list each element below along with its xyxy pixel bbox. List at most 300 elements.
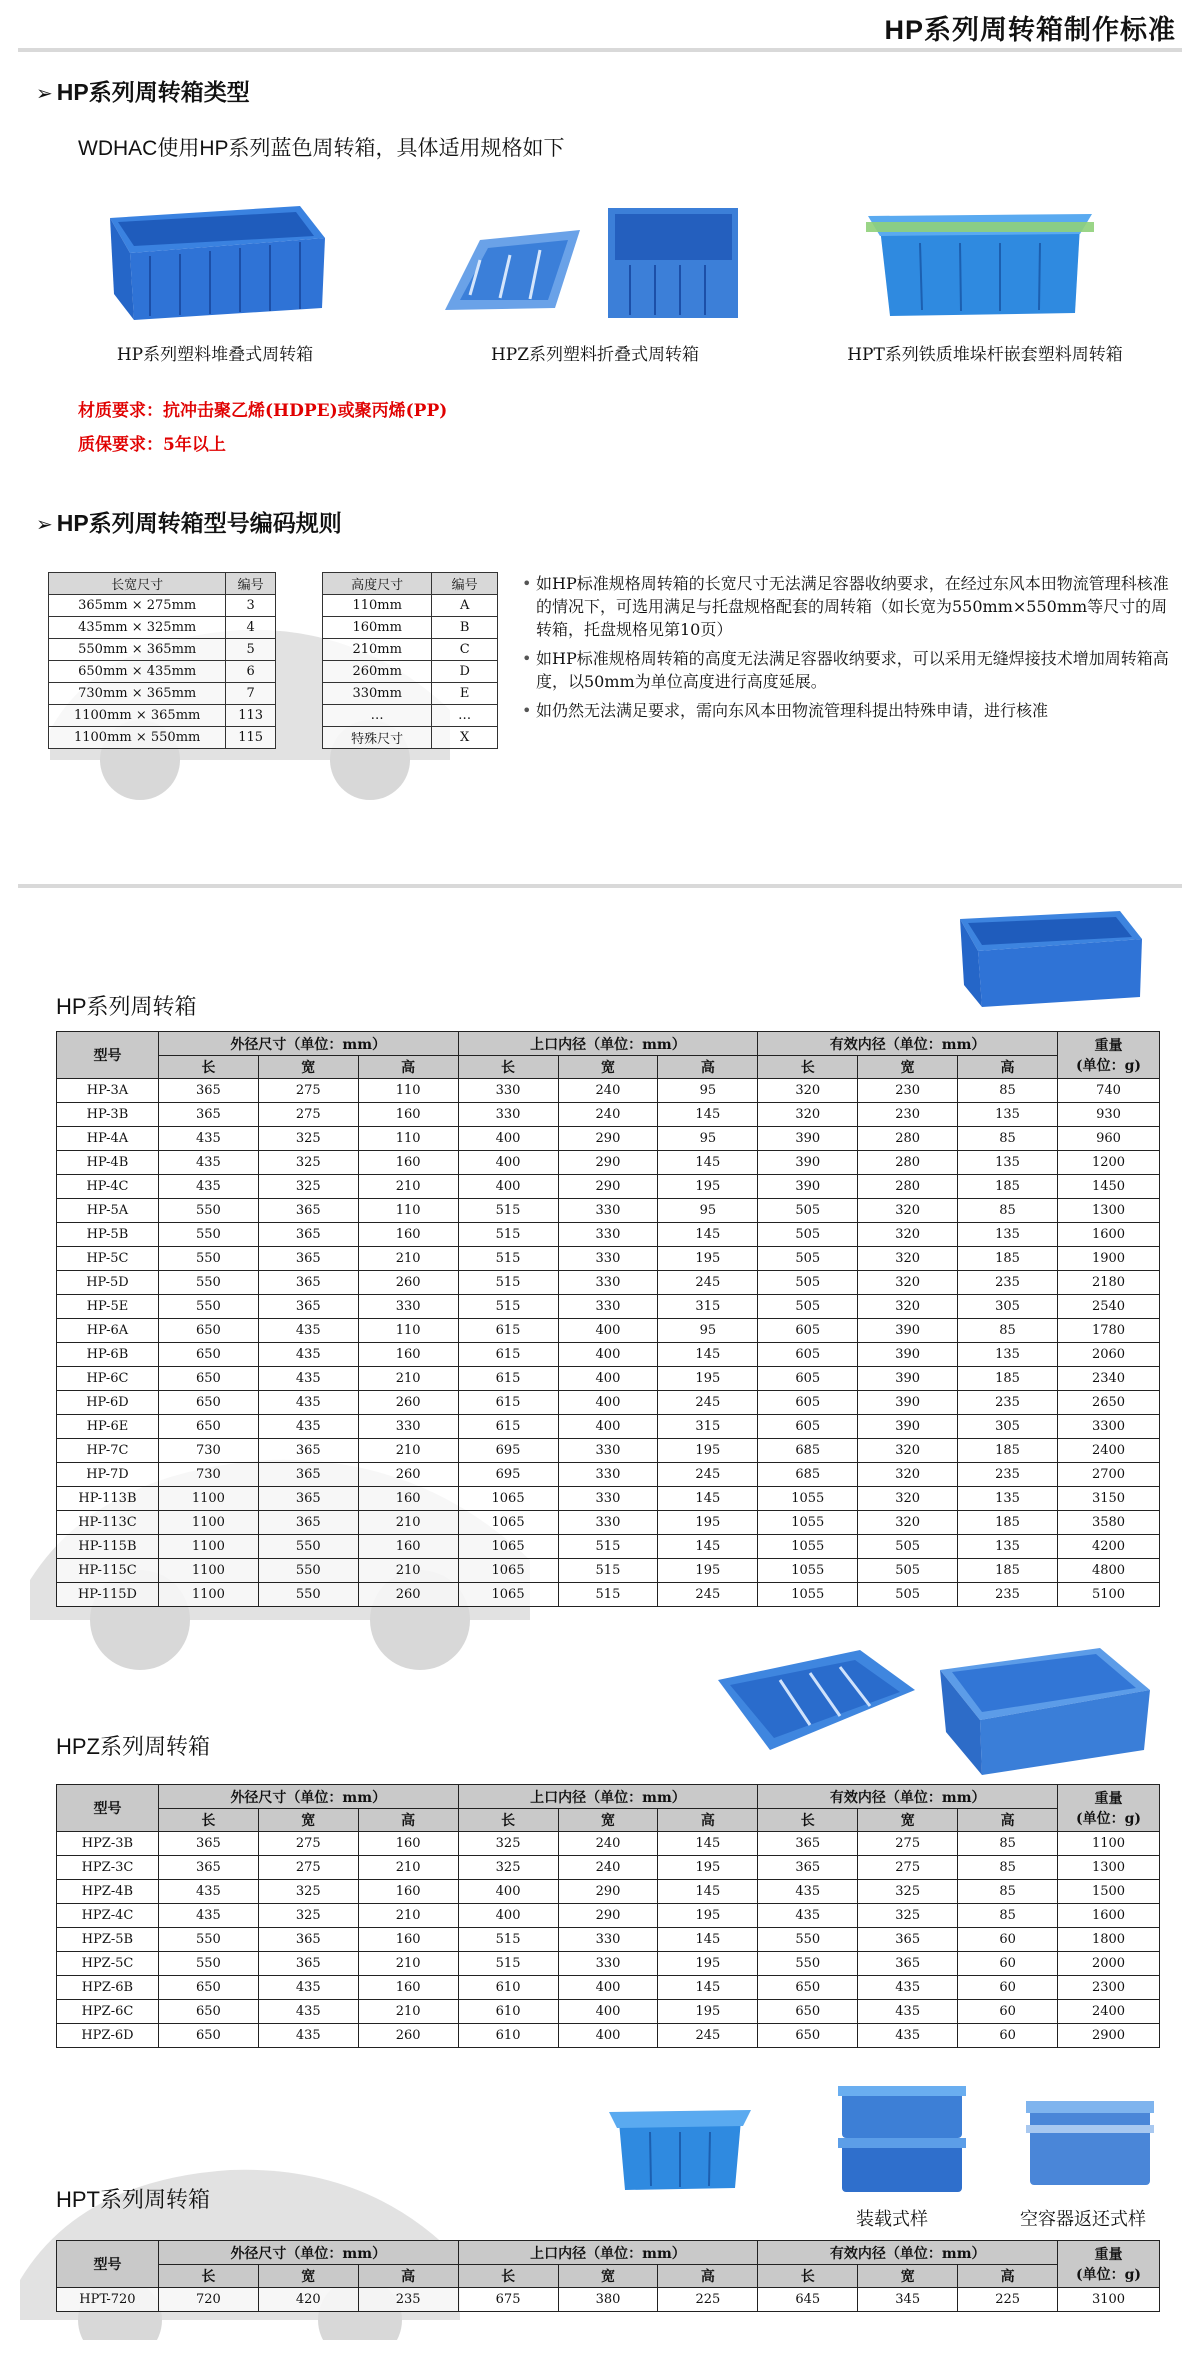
value-cell: 1450 — [1057, 1175, 1159, 1199]
value-cell: 550 — [158, 1271, 258, 1295]
value-cell: 60 — [958, 2024, 1058, 2048]
col-height: 高 — [658, 2265, 758, 2288]
value-cell: 1100 — [158, 1583, 258, 1607]
hpt-return-image — [1020, 2095, 1160, 2195]
value-cell: 505 — [758, 1247, 858, 1271]
value-cell: 930 — [1057, 1103, 1159, 1127]
col-width: 宽 — [558, 1056, 658, 1079]
value-cell: 365 — [258, 1271, 358, 1295]
value-cell: 365 — [258, 1463, 358, 1487]
value-cell: 85 — [958, 1856, 1058, 1880]
value-cell: 195 — [658, 1247, 758, 1271]
value-cell: 95 — [658, 1079, 758, 1103]
table-row — [57, 1976, 1160, 2000]
value-cell: 315 — [658, 1295, 758, 1319]
col-outer: 外径尺寸（单位：mm） — [158, 1785, 458, 1809]
value-cell: 365 — [258, 1952, 358, 1976]
value-cell: 85 — [958, 1079, 1058, 1103]
value-cell: 615 — [458, 1319, 558, 1343]
value-cell: 365 — [258, 1223, 358, 1247]
hpt-return-caption: 空容器返还式样 — [1020, 2209, 1146, 2230]
value-cell: 1900 — [1057, 1247, 1159, 1271]
value-cell: 2340 — [1057, 1367, 1159, 1391]
value-cell: 195 — [658, 1856, 758, 1880]
value-cell: 615 — [458, 1415, 558, 1439]
value-cell: 225 — [658, 2288, 758, 2312]
hpz-folded-image — [710, 1640, 920, 1760]
value-cell: 330 — [558, 1295, 658, 1319]
value-cell: 2650 — [1057, 1391, 1159, 1415]
value-cell: 210 — [358, 1367, 458, 1391]
hpt-box-image — [605, 2100, 755, 2200]
col-effective: 有效内径（单位：mm） — [758, 1785, 1058, 1809]
value-cell: 1065 — [458, 1559, 558, 1583]
value-cell: 730 — [158, 1463, 258, 1487]
value-cell: 1500 — [1058, 1880, 1160, 1904]
col-outer: 外径尺寸（单位：mm） — [158, 2241, 458, 2265]
value-cell: 365 — [158, 1832, 258, 1856]
model-cell: HPZ-3B — [57, 1832, 159, 1856]
table-row: 1100mm × 365mm 113 — [49, 705, 276, 727]
value-cell: 730 — [158, 1439, 258, 1463]
value-cell: 740 — [1057, 1079, 1159, 1103]
intro-text: WDHAC使用HP系列蓝色周转箱，具体适用规格如下 — [78, 137, 565, 160]
value-cell: 615 — [458, 1367, 558, 1391]
col-height: 高 — [658, 1056, 758, 1079]
table-row: 435mm × 325mm 4 — [49, 617, 276, 639]
value-cell: 160 — [358, 1223, 458, 1247]
table-row — [57, 1343, 1160, 1367]
section-divider — [18, 884, 1182, 888]
arrow-icon: ➢ — [36, 514, 53, 536]
value-cell: 160 — [358, 1151, 458, 1175]
value-cell: 505 — [758, 1223, 858, 1247]
value-cell: 330 — [558, 1952, 658, 1976]
col-length: 长 — [158, 1056, 258, 1079]
value-cell: 185 — [958, 1175, 1058, 1199]
value-cell: 280 — [858, 1175, 958, 1199]
value-cell: 2700 — [1057, 1463, 1159, 1487]
col-width: 宽 — [858, 1056, 958, 1079]
hpt-loaded-caption: 装载式样 — [856, 2209, 928, 2230]
value-cell: 195 — [658, 1439, 758, 1463]
value-cell: 1055 — [758, 1487, 858, 1511]
value-cell: 365 — [258, 1247, 358, 1271]
model-cell: HP-113B — [57, 1487, 159, 1511]
value-cell: 550 — [158, 1928, 258, 1952]
value-cell: 5100 — [1057, 1583, 1159, 1607]
value-cell: 145 — [658, 1487, 758, 1511]
value-cell: 550 — [258, 1559, 358, 1583]
value-cell: 235 — [958, 1583, 1058, 1607]
value-cell: 330 — [558, 1247, 658, 1271]
value-cell: 245 — [658, 1391, 758, 1415]
table-row — [57, 2288, 1160, 2312]
value-cell: 1300 — [1058, 1856, 1160, 1880]
value-cell: 400 — [558, 1391, 658, 1415]
value-cell: 145 — [658, 1103, 758, 1127]
col-width: 宽 — [258, 1056, 358, 1079]
hpz-series-title: HPZ系列周转箱 — [56, 1734, 211, 1759]
value-cell: 1300 — [1057, 1199, 1159, 1223]
table-row: … … — [323, 705, 498, 727]
value-cell: 675 — [458, 2288, 558, 2312]
model-cell: HP-6C — [57, 1367, 159, 1391]
col-length: 长 — [458, 1056, 558, 1079]
value-cell: 650 — [158, 1415, 258, 1439]
model-cell: HP-3B — [57, 1103, 159, 1127]
model-cell: HPZ-6C — [57, 2000, 159, 2024]
col-outer: 外径尺寸（单位：mm） — [158, 1032, 458, 1056]
value-cell: 1065 — [458, 1487, 558, 1511]
value-cell: 515 — [458, 1928, 558, 1952]
value-cell: 245 — [658, 1583, 758, 1607]
value-cell: 365 — [858, 1928, 958, 1952]
value-cell: 435 — [858, 1976, 958, 2000]
value-cell: 320 — [858, 1295, 958, 1319]
value-cell: 435 — [258, 1319, 358, 1343]
table-row — [57, 1391, 1160, 1415]
value-cell: 515 — [458, 1295, 558, 1319]
model-cell: HPZ-6B — [57, 1976, 159, 2000]
table-row — [57, 1511, 1160, 1535]
value-cell: 610 — [458, 2000, 558, 2024]
col-model: 型号 — [57, 2241, 159, 2288]
table-row — [57, 1583, 1160, 1607]
model-cell: HP-6B — [57, 1343, 159, 1367]
value-cell: 1065 — [458, 1535, 558, 1559]
value-cell: 240 — [558, 1832, 658, 1856]
value-cell: 145 — [658, 1223, 758, 1247]
col-length: 长 — [158, 1809, 258, 1832]
value-cell: 110 — [358, 1319, 458, 1343]
value-cell: 85 — [958, 1319, 1058, 1343]
value-cell: 650 — [158, 1391, 258, 1415]
value-cell: 515 — [458, 1247, 558, 1271]
value-cell: 325 — [258, 1151, 358, 1175]
value-cell: 3300 — [1057, 1415, 1159, 1439]
model-cell: HP-5D — [57, 1271, 159, 1295]
note-item: • 如仍然无法满足要求，需向东风本田物流管理科提出特殊申请，进行核准 — [520, 699, 1170, 722]
value-cell: 95 — [658, 1319, 758, 1343]
value-cell: 320 — [858, 1223, 958, 1247]
value-cell: 195 — [658, 2000, 758, 2024]
material-requirement: 材质要求：抗冲击聚乙烯(HDPE)或聚丙烯(PP) — [78, 401, 448, 421]
hpz-box-image — [930, 1640, 1155, 1780]
coding-notes — [520, 572, 1170, 728]
value-cell: 610 — [458, 2024, 558, 2048]
value-cell: 3100 — [1058, 2288, 1160, 2312]
value-cell: 1200 — [1057, 1151, 1159, 1175]
value-cell: 195 — [658, 1367, 758, 1391]
value-cell: 550 — [158, 1223, 258, 1247]
value-cell: 515 — [458, 1223, 558, 1247]
model-cell: HP-5B — [57, 1223, 159, 1247]
value-cell: 330 — [558, 1928, 658, 1952]
table-row — [57, 1319, 1160, 1343]
hpz-spec-table — [56, 1784, 1160, 2048]
value-cell: 400 — [558, 1343, 658, 1367]
value-cell: 1780 — [1057, 1319, 1159, 1343]
value-cell: 60 — [958, 1952, 1058, 1976]
hpz-folding-box-image — [440, 200, 750, 328]
col-width: 宽 — [258, 2265, 358, 2288]
model-cell: HPZ-5B — [57, 1928, 159, 1952]
value-cell: 1065 — [458, 1511, 558, 1535]
value-cell: 1800 — [1058, 1928, 1160, 1952]
height-code-table — [322, 572, 498, 749]
value-cell: 685 — [758, 1463, 858, 1487]
value-cell: 185 — [958, 1559, 1058, 1583]
value-cell: 235 — [958, 1391, 1058, 1415]
value-cell: 330 — [558, 1511, 658, 1535]
value-cell: 260 — [358, 1271, 458, 1295]
col-width: 宽 — [858, 1809, 958, 1832]
model-cell: HP-115B — [57, 1535, 159, 1559]
value-cell: 85 — [958, 1904, 1058, 1928]
table-row: 260mm D — [323, 661, 498, 683]
value-cell: 3150 — [1057, 1487, 1159, 1511]
value-cell: 2400 — [1058, 2000, 1160, 2024]
value-cell: 85 — [958, 1880, 1058, 1904]
value-cell: 400 — [558, 1976, 658, 2000]
value-cell: 330 — [358, 1295, 458, 1319]
value-cell: 610 — [458, 1976, 558, 2000]
col-effective: 有效内径（单位：mm） — [758, 2241, 1058, 2265]
value-cell: 4800 — [1057, 1559, 1159, 1583]
value-cell: 245 — [658, 1463, 758, 1487]
col-length: 长 — [758, 1056, 858, 1079]
value-cell: 2540 — [1057, 1295, 1159, 1319]
value-cell: 3580 — [1057, 1511, 1159, 1535]
col-header: 编号 — [226, 573, 276, 595]
value-cell: 260 — [358, 2024, 458, 2048]
table-row — [57, 1103, 1160, 1127]
value-cell: 275 — [258, 1856, 358, 1880]
value-cell: 290 — [558, 1127, 658, 1151]
col-weight: 重量 (单位：g) — [1058, 2241, 1160, 2288]
value-cell: 605 — [758, 1391, 858, 1415]
model-cell: HP-115D — [57, 1583, 159, 1607]
col-header: 高度尺寸 — [323, 573, 432, 595]
value-cell: 390 — [758, 1151, 858, 1175]
model-cell: HP-5C — [57, 1247, 159, 1271]
value-cell: 275 — [258, 1103, 358, 1127]
value-cell: 1055 — [758, 1559, 858, 1583]
col-weight: 重量 (单位：g) — [1057, 1032, 1159, 1079]
value-cell: 145 — [658, 1151, 758, 1175]
value-cell: 400 — [458, 1151, 558, 1175]
value-cell: 365 — [258, 1439, 358, 1463]
value-cell: 145 — [658, 1343, 758, 1367]
value-cell: 435 — [258, 1367, 358, 1391]
value-cell: 515 — [558, 1535, 658, 1559]
value-cell: 135 — [958, 1103, 1058, 1127]
value-cell: 435 — [758, 1904, 858, 1928]
table-row: 160mm B — [323, 617, 498, 639]
value-cell: 365 — [858, 1952, 958, 1976]
value-cell: 320 — [858, 1247, 958, 1271]
value-cell: 325 — [258, 1904, 358, 1928]
value-cell: 400 — [558, 1319, 658, 1343]
page-title: HP系列周转箱制作标准 — [884, 15, 1176, 45]
value-cell: 290 — [558, 1175, 658, 1199]
value-cell: 505 — [858, 1559, 958, 1583]
value-cell: 435 — [258, 1415, 358, 1439]
value-cell: 160 — [358, 1535, 458, 1559]
value-cell: 2400 — [1057, 1439, 1159, 1463]
value-cell: 330 — [558, 1487, 658, 1511]
table-row: 330mm E — [323, 683, 498, 705]
hp-spec-table — [56, 1031, 1160, 1607]
value-cell: 960 — [1057, 1127, 1159, 1151]
table-row: 550mm × 365mm 5 — [49, 639, 276, 661]
col-weight: 重量 (单位：g) — [1058, 1785, 1160, 1832]
value-cell: 325 — [458, 1856, 558, 1880]
value-cell: 275 — [858, 1832, 958, 1856]
value-cell: 435 — [258, 2000, 358, 2024]
value-cell: 330 — [558, 1271, 658, 1295]
value-cell: 305 — [958, 1415, 1058, 1439]
value-cell: 280 — [858, 1127, 958, 1151]
col-height: 高 — [358, 2265, 458, 2288]
value-cell: 210 — [358, 1175, 458, 1199]
table-row — [57, 2024, 1160, 2048]
value-cell: 1055 — [758, 1511, 858, 1535]
value-cell: 330 — [558, 1199, 658, 1223]
value-cell: 60 — [958, 1928, 1058, 1952]
col-height: 高 — [358, 1056, 458, 1079]
value-cell: 330 — [358, 1415, 458, 1439]
section-types-title: ➢ HP系列周转箱类型 — [36, 79, 250, 105]
value-cell: 275 — [858, 1856, 958, 1880]
value-cell: 2900 — [1058, 2024, 1160, 2048]
value-cell: 365 — [158, 1103, 258, 1127]
value-cell: 435 — [858, 2000, 958, 2024]
value-cell: 550 — [158, 1295, 258, 1319]
value-cell: 420 — [258, 2288, 358, 2312]
value-cell: 330 — [558, 1439, 658, 1463]
value-cell: 720 — [158, 2288, 258, 2312]
value-cell: 145 — [658, 1976, 758, 2000]
value-cell: 160 — [358, 1103, 458, 1127]
value-cell: 365 — [758, 1856, 858, 1880]
col-width: 宽 — [258, 1809, 358, 1832]
table-row — [57, 1223, 1160, 1247]
hpt-table-body — [57, 2288, 1160, 2312]
value-cell: 225 — [958, 2288, 1058, 2312]
value-cell: 650 — [158, 2000, 258, 2024]
value-cell: 195 — [658, 1559, 758, 1583]
value-cell: 160 — [358, 1928, 458, 1952]
value-cell: 260 — [358, 1583, 458, 1607]
col-width: 宽 — [558, 1809, 658, 1832]
value-cell: 210 — [358, 1904, 458, 1928]
value-cell: 505 — [758, 1271, 858, 1295]
value-cell: 235 — [358, 2288, 458, 2312]
col-top-inner: 上口内径（单位：mm） — [458, 1032, 758, 1056]
value-cell: 650 — [758, 2024, 858, 2048]
value-cell: 110 — [358, 1199, 458, 1223]
model-cell: HP-6E — [57, 1415, 159, 1439]
value-cell: 145 — [658, 1928, 758, 1952]
model-cell: HP-7D — [57, 1463, 159, 1487]
value-cell: 135 — [958, 1223, 1058, 1247]
value-cell: 605 — [758, 1343, 858, 1367]
col-effective: 有效内径（单位：mm） — [758, 1032, 1058, 1056]
value-cell: 550 — [758, 1928, 858, 1952]
value-cell: 60 — [958, 1976, 1058, 2000]
value-cell: 210 — [358, 2000, 458, 2024]
value-cell: 1600 — [1058, 1904, 1160, 1928]
model-cell: HP-3A — [57, 1079, 159, 1103]
value-cell: 435 — [858, 2024, 958, 2048]
value-cell: 160 — [358, 1880, 458, 1904]
col-height: 高 — [958, 1056, 1058, 1079]
model-cell: HP-5E — [57, 1295, 159, 1319]
value-cell: 400 — [558, 2024, 658, 2048]
value-cell: 390 — [758, 1127, 858, 1151]
value-cell: 645 — [758, 2288, 858, 2312]
value-cell: 275 — [258, 1832, 358, 1856]
value-cell: 240 — [558, 1079, 658, 1103]
value-cell: 435 — [258, 1391, 358, 1415]
value-cell: 400 — [458, 1904, 558, 1928]
value-cell: 320 — [858, 1463, 958, 1487]
value-cell: 615 — [458, 1391, 558, 1415]
model-cell: HP-4C — [57, 1175, 159, 1199]
table-row — [57, 1928, 1160, 1952]
value-cell: 650 — [158, 1319, 258, 1343]
model-cell: HP-7C — [57, 1439, 159, 1463]
value-cell: 210 — [358, 1559, 458, 1583]
table-row — [57, 1487, 1160, 1511]
table-row — [57, 1367, 1160, 1391]
value-cell: 235 — [958, 1271, 1058, 1295]
value-cell: 210 — [358, 1511, 458, 1535]
table-row — [57, 1415, 1160, 1439]
value-cell: 235 — [958, 1463, 1058, 1487]
value-cell: 390 — [858, 1367, 958, 1391]
value-cell: 245 — [658, 1271, 758, 1295]
value-cell: 325 — [258, 1175, 358, 1199]
value-cell: 390 — [758, 1175, 858, 1199]
model-cell: HP-6D — [57, 1391, 159, 1415]
value-cell: 95 — [658, 1199, 758, 1223]
value-cell: 195 — [658, 1904, 758, 1928]
col-length: 长 — [458, 1809, 558, 1832]
table-row — [57, 1247, 1160, 1271]
value-cell: 605 — [758, 1415, 858, 1439]
value-cell: 210 — [358, 1856, 458, 1880]
value-cell: 160 — [358, 1976, 458, 2000]
col-header: 编号 — [432, 573, 498, 595]
table-row — [57, 1271, 1160, 1295]
table-row — [57, 1880, 1160, 1904]
section-coding-title: ➢ HP系列周转箱型号编码规则 — [36, 510, 342, 536]
value-cell: 650 — [758, 2000, 858, 2024]
value-cell: 605 — [758, 1319, 858, 1343]
value-cell: 2180 — [1057, 1271, 1159, 1295]
value-cell: 185 — [958, 1247, 1058, 1271]
value-cell: 390 — [858, 1415, 958, 1439]
hp-series-title: HP系列周转箱 — [56, 994, 197, 1019]
value-cell: 135 — [958, 1151, 1058, 1175]
value-cell: 320 — [858, 1487, 958, 1511]
value-cell: 515 — [558, 1583, 658, 1607]
table-row — [57, 1079, 1160, 1103]
value-cell: 650 — [158, 1343, 258, 1367]
